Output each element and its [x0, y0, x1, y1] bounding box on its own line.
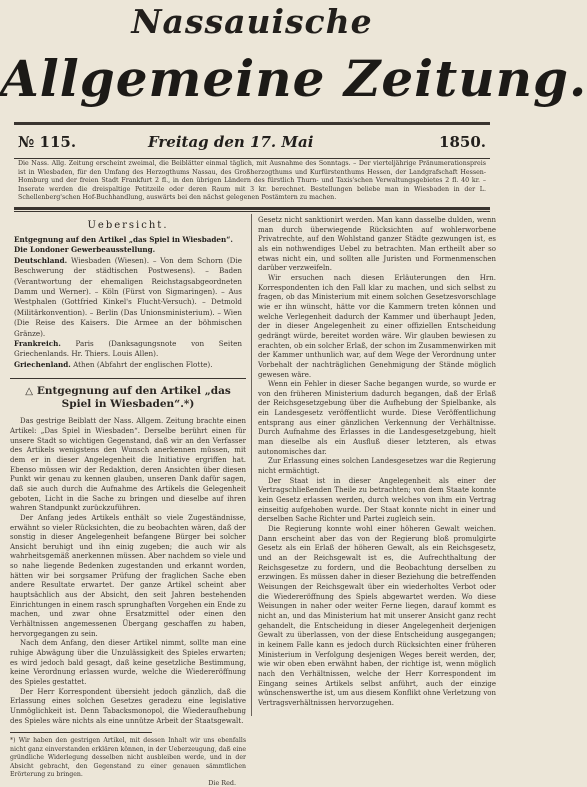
issue-year: 1850. [439, 133, 486, 151]
article-paragraph: Nach dem Anfang, den dieser Artikel nimmt, sollte man eine ruhige Abwägung über die Unzulässigkeit des Spieles erwarten; es wird jedoch bald gesagt, daß keine gesetzliche Bestimmung, keine Verordnung erlassen wurde, welche die Wiedereröffnung des Spieles gestattet. [10, 639, 246, 686]
article-paragraph: Der Herr Korrespondent übersieht jedoch gänzlich, daß die Erlassung eines solchen Gesetzes geradezu eine legislative Unmöglichkeit ist. Denn Tabacksmonopol, die Wiederaufhebung des Spieles wäre nichts als eine unnütze Arbeit der Staatsgewalt. [10, 687, 246, 725]
masthead-title-line1: Nassauische [131, 2, 373, 41]
masthead-rule-top [14, 122, 490, 125]
right-column [258, 216, 496, 716]
toc-title: Uebersicht. [87, 220, 169, 231]
issue-info-row [18, 126, 486, 158]
article-paragraph: Der Staat ist in dieser Angelegenheit als einer der Vertragschließenden Theile zu betrachten; von dem Staate konnte kein Gesetz erlassen werden, durch welches von ihm ein Vertrag einseitig aufgehoben wurde. Der Staat konnte nicht in einer und derselben Sache Richter und Partei zugleich sein. [258, 476, 496, 524]
article-title: △ Entgegnung auf den Artikel „das Spiel in Wiesbaden“.*) [25, 385, 231, 411]
column-divider [251, 214, 252, 716]
article-paragraph: Wir ersuchen nach diesen Erläuterungen den Hrn. Korrespondenten ich den Fall klar zu machen, und sich selbst zu fragen, ob das Ministerium mit einem solchen Gesetzesvorschlage wie er ihn wünscht, hätte vor die Kammern treten können und welche Verlegenheit dadurch der Kammer und überhaupt Jeden, der in dieser Angelegenheit zu einer offiziellen Entscheidung gedrängt würde, bereitet worden wäre. Wir glauben bewiesen zu erachten, ob ein solcher Erlaß, der schon im Zusammenwirken mit der Kammer unthunlich war, auf dem Wege der Verordnung unter Vorbehalt der nachträglichen Genehmigung der Stände möglich gewesen wäre. [258, 273, 496, 379]
article-paragraph: Die Regierung konnte wohl einer höheren Gewalt weichen. Dann erscheint aber das von der Regierung bloß promulgirte Gesetz als ein Erlaß der höheren Gewalt, als ein Reichsgesetz, und an der Reichsgewalt ist es, die Aufrechthaltung der Reichsgesetze zu fordern, und die Beobachtung derselben zu erzwingen. Es müssen daher in dieser Beziehung die betreffenden Weisungen der Reichsgewalt über ein wiederholtes Verbot oder die Wiedereröffnung des Spiels abgewartet werden. Wo diese Weisungen in naher oder weiter Ferne liegen, darauf kommt es nicht an, und das Ministerium hat mit unserer Ansicht ganz recht gehandelt, die Entscheidung in dieser Angelegenheit derjenigen Gewalt zu überlassen, von der diese Entscheidung ausgegangen; in keinem Falle kann es jedoch durch Rücksichten einer früheren Ministerium in Verfolgung desjenigen Weges bereit werden, der, wie wir oben eben erwähnt haben, der richtige ist, wenn möglich nach den Verhältnissen, welche der Herr Korrespondent im Eingang seines Artikels selbst anführt, auch der einzige wünschenswerthe ist, um aus diesem Konflikt ohne Verletzung von Vertragsverhältnissen hervorzugehen. [258, 525, 496, 707]
article-paragraph: Das gestrige Beiblatt der Nass. Allgem. Zeitung brachte einen Artikel: „Das Spiel in Wiesbaden“. Derselbe berührt einen für unsere Stadt so wichtigen Gegenstand, daß wir an den Verfasser des Artikels wenigstens den Wunsch anerkennen müssen, mit dem er in dieser Angelegenheit die Initiative ergriffen hat. Ebenso müssen wir der Redaktion, deren Ansichten über diesen Punkt wir genau zu kennen glauben, unseren Dank dafür sagen, daß sie auch durch die Aufnahme des Artikels die Gelegenheit geboten, Licht in die Sache zu bringen und dieselbe auf ihren wahren Standpunkt zurückzuführen. [10, 417, 246, 513]
issue-date: Freitag den 17. Mai [148, 133, 314, 151]
masthead-title-line2: Allgemeine Zeitung. [0, 49, 587, 108]
notice-rule-thin [14, 211, 490, 212]
article-paragraph: Der Anfang jedes Artikels enthält so viele Zugeständnisse, erwähnt so vieler Rücksichten, die zu beobachten wären, daß der sonstig in dieser Angelegenheit befangene Bürger bei solcher Ansicht beruhigt und ihn einig zugeben; die auch wir als wahrheitsgemäß anerkennen müssen. Aber nachdem so viele und so nahe liegende Bedenken zugestanden und erkannt worden, hätten wir bei sorgsamer Prüfung der fraglichen Sache eben andere Resultate erwartet. Der ganze Artikel scheint aber hauptsächlich aus der Absicht, den seit Jahren bestehenden Einrichtungen in einem rasch sprunghaften Vorgehen ein Ende zu machen, und zwar ohne Ersatzmittel oder einen den Verhältnissen angemessenen Übergang geschaffen zu haben, hervorgegangen zu sein. [10, 513, 246, 638]
left-column [10, 216, 246, 787]
subscription-notice: Die Nass. Allg. Zeitung erscheint zweimal, die Beiblätter einmal täglich, mit Ausnahme des Sonntags. – Der vierteljährige Pränumerationspreis ist in Wiesbaden, für den Umfang des Herzogthums Nassau, des Großherzogthums und Kurfürstenthums Hessen, der Landgrafschaft Hessen-Homburg und der freien Stadt Frankfurt 2 fl., in den übrigen Ländern des fürstlich Thurn- und Taxis'schen Verwaltungsgebietes 2 fl. 40 kr. – Inserate werden die dreispaltige Petitzeile oder deren Raum mit 3 kr. berechnet. Bestellungen beliebe man in Wiesbaden in der L. Schellenberg'schen Hof-Buchhandlung, auswärts bei den nächst gelegenen Postämtern zu machen. [18, 160, 486, 202]
toc-entry: Frankreich. Paris (Danksagungsnote von Seiten Griechenlands. Hr. Thiers. Louis Allen). [14, 339, 242, 359]
article-paragraph: Gesetz nicht sanktionirt werden. Man kann dasselbe dulden, wenn man durch überwiegende Rücksichten auf wohlerworbene Privatrechte, auf den Wohlstand ganzer Städte gezwungen ist, es als ein nothwendiges Uebel zu betrachten. Man ertheilt aber so etwas nicht ein, und sollten alle Juristen und Formenmenschen darüber verzweifeln. [258, 216, 496, 273]
notice-rule [14, 207, 490, 210]
article-paragraph: Zur Erlassung eines solchen Landesgesetzes war die Regierung nicht ermächtigt. [258, 457, 496, 476]
toc-entry: Griechenland. Athen (Abfahrt der englischen Flotte). [14, 359, 213, 369]
issue-number: № 115. [18, 133, 77, 151]
footnote-rule [10, 732, 152, 733]
toc-entry: Die Londoner Gewerbeausstellung. [14, 245, 156, 255]
footnote-signature: Die Red. [208, 779, 236, 787]
toc-entry: Deutschland. Wiesbaden (Wiesen). – Von dem Schorn (Die Beschwerung der städtischen Postwesens). – Baden (Verantwortung der ehemaligen Reichstagsabgeordneten Damm und Werner). – Köln (Fürst von Sigmaringen). – Aus Westphalen (Gottfried Kinkel's Flucht-Versuch). – Detmold (Militärkonvention). – Berlin (Das Unionsministerium). – Wien (Die Reise des Kaisers. Die Armee an der böhmischen Gränze). [14, 255, 242, 338]
footnote: *) Wir haben den gestrigen Artikel, mit dessen Inhalt wir uns ebenfalls nicht ganz einverstanden erklären können, in der Ueberzeugung, daß eine gründliche Widerlegung desselben nicht ausbleiben werde, und in der Absicht gebracht, den Gegenstand zu einer genauen sämmtlichen Erörterung zu bringen. [10, 737, 246, 778]
issue-rule [14, 158, 490, 159]
toc-list [10, 235, 246, 370]
triangle-icon: △ [25, 386, 33, 398]
toc-entry: Entgegnung auf den Artikel „das Spiel in Wiesbaden“. [14, 235, 233, 244]
toc-rule [10, 378, 246, 379]
article-paragraph: Wenn ein Fehler in dieser Sache begangen wurde, so wurde er von den früheren Ministerium dadurch begangen, daß der Erlaß der Reichsgesetzgebung über die Aufhebung der Spielbanke, als ein Landesgesetz veröffentlicht wurde. Diese Veröffentlichung entsprang aus einer gänzlichen Verkennung der Verhältnisse. Durch Aufnahme des Erlasses in die Landesgesetzgebung, hielt man dieselbe als ein Ausfluß dieser letzteren, als etwas autonomisches dar. [258, 380, 496, 456]
